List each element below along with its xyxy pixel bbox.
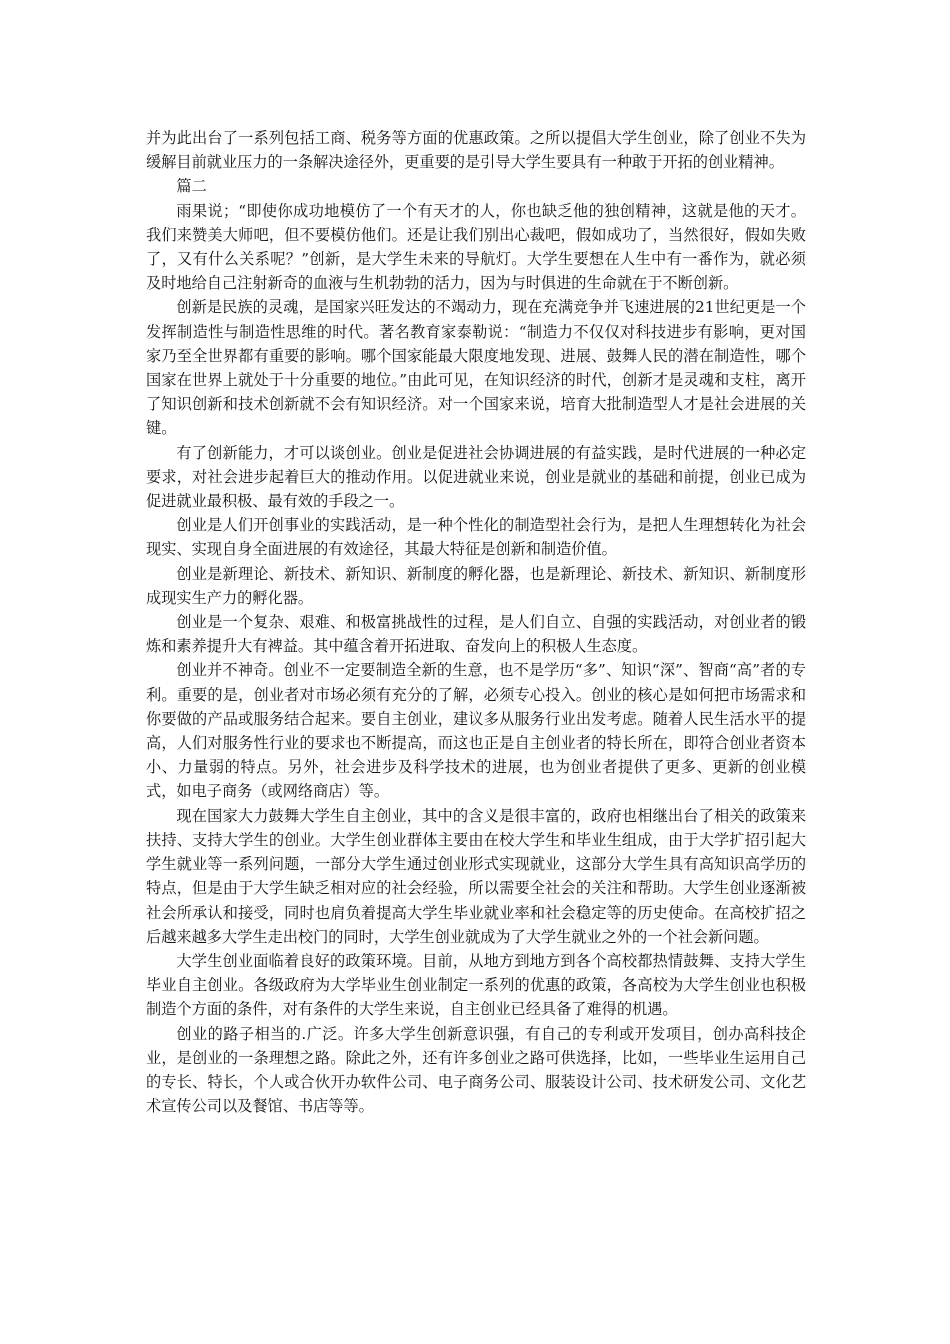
paragraph: 创业是一个复杂、艰难、和极富挑战性的过程，是人们自立、自强的实践活动，对创业者的锻炼和素养提升大有裨益。其中蕴含着开拓进取、奋发向上的积极人生态度。 bbox=[146, 613, 806, 656]
paragraph: 创业是新理论、新技术、新知识、新制度的孵化器，也是新理论、新技术、新知识、新制度形成现实生产力的孵化器。 bbox=[146, 564, 806, 607]
paragraph: 创业并不神奇。创业不一定要制造全新的生意，也不是学历“多”、知识“深”、智商“高”者的专利。重要的是，创业者对市场必须有充分的了解，必须专心投入。创业的核心是如何把市场需求和你要做的产品或服务结合起来。要自主创业，建议多从服务行业出发考虑。随着人民生活水平的提高，人们对服务性行业的要求也不断提高，而这也正是自主创业者的特长所在，即符合创业者资本小、力量弱的特点。另外，社会进步及科学技术的进展，也为创业者提供了更多、更新的创业模式，如电子商务（或网络商店）等。 bbox=[146, 661, 806, 801]
paragraph-continuation: 并为此出台了一系列包括工商、税务等方面的优惠政策。之所以提倡大学生创业，除了创业不失为缓解目前就业压力的一条解决途径外，更重要的是引导大学生要具有一种敢于开拓的创业精神。 bbox=[146, 129, 806, 172]
paragraph: 大学生创业面临着良好的政策环境。目前，从地方到地方到各个高校都热情鼓舞、支持大学生毕业自主创业。各级政府为大学毕业生创业制定一系列的优惠的政策，各高校为大学生创业也积极制造个方面的条件，对有条件的大学生来说，自主创业已经具备了难得的机遇。 bbox=[146, 951, 806, 1019]
paragraph: 雨果说；“即使你成功地模仿了一个有天才的人，你也缺乏他的独创精神，这就是他的天才。我们来赞美大师吧，但不要模仿他们。还是让我们别出心裁吧，假如成功了，当然很好，假如失败了，又有什么关系呢？”创新，是大学生未来的导航灯。大学生要想在人生中有一番作为，就必须及时地给自己注射新奇的血液与生机勃勃的活力，因为与时俱进的生命就在于不断创新。 bbox=[146, 201, 806, 293]
section-heading: 篇二 bbox=[176, 177, 207, 196]
paragraph: 创新是民族的灵魂，是国家兴旺发达的不竭动力，现在充满竞争并飞速进展的21世纪更是一个发挥制造性与制造性思维的时代。著名教育家泰勒说：“制造力不仅仅对科技进步有影响，更对国家乃至全世界都有重要的影响。哪个国家能最大限度地发现、进展、鼓舞人民的潜在制造性，哪个国家在世界上就处于十分重要的地位。”由此可见，在知识经济的时代，创新才是灵魂和支柱，离开了知识创新和技术创新就不会有知识经济。对一个国家来说，培育大批制造型人才是社会进展的关键。 bbox=[146, 298, 806, 438]
paragraph: 有了创新能力，才可以谈创业。创业是促进社会协调进展的有益实践，是时代进展的一种必定要求，对社会进步起着巨大的推动作用。以促进就业来说，创业是就业的基础和前提，创业已成为促进就业最积极、最有效的手段之一。 bbox=[146, 443, 806, 511]
paragraph: 现在国家大力鼓舞大学生自主创业，其中的含义是很丰富的，政府也相继出台了相关的政策来扶持、支持大学生的创业。大学生创业群体主要由在校大学生和毕业生组成，由于大学扩招引起大学生就业等一系列问题，一部分大学生通过创业形式实现就业，这部分大学生具有高知识高学历的特点，但是由于大学生缺乏相对应的社会经验，所以需要全社会的关注和帮助。大学生创业逐渐被社会所承认和接受，同时也肩负着提高大学生毕业就业率和社会稳定等的历史使命。在高校扩招之后越来越多大学生走出校门的同时，大学生创业就成为了大学生就业之外的一个社会新问题。 bbox=[146, 806, 806, 946]
document-body bbox=[146, 126, 806, 1118]
paragraph: 创业的路子相当的.广泛。许多大学生创新意识强，有自己的专利或开发项目，创办高科技企业，是创业的一条理想之路。除此之外，还有许多创业之路可供选择，比如，一些毕业生运用自己的专长、特长，个人或合伙开办软件公司、电子商务公司、服装设计公司、技术研发公司、文化艺术宣传公司以及餐馆、书店等等。 bbox=[146, 1024, 806, 1116]
paragraph: 创业是人们开创事业的实践活动，是一种个性化的制造型社会行为，是把人生理想转化为社会现实、实现自身全面进展的有效途径，其最大特征是创新和制造价值。 bbox=[146, 516, 806, 559]
